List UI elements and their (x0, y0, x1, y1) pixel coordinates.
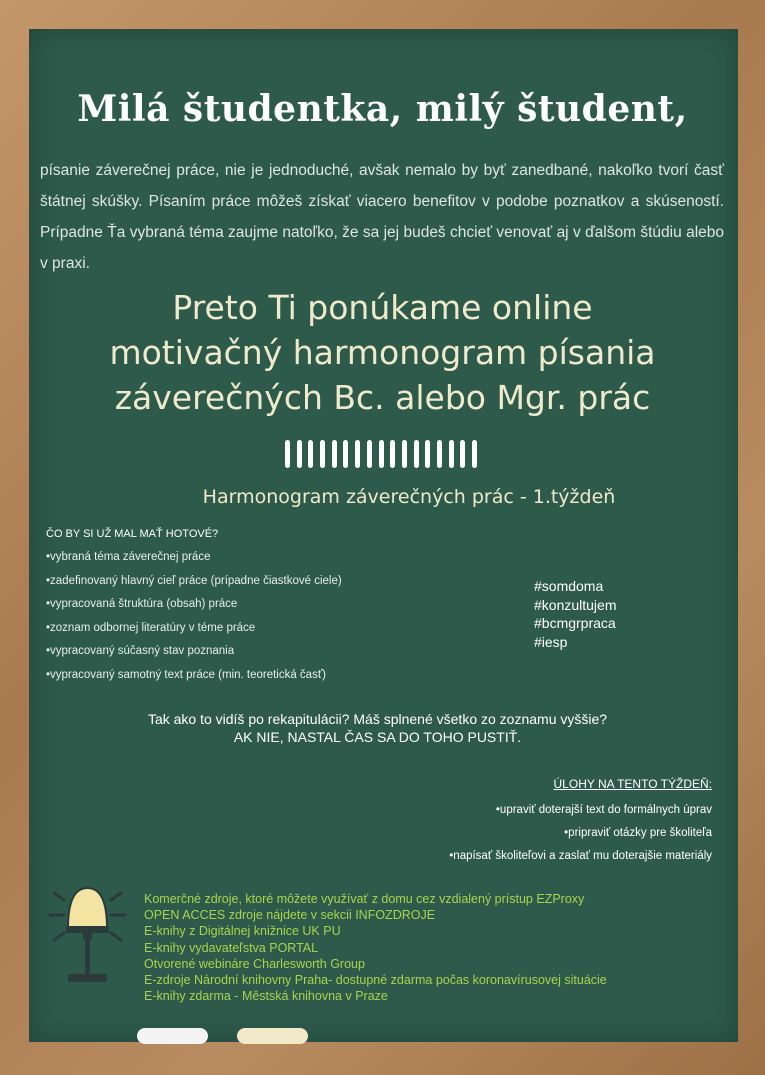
checklist-item: •vypracovaná štruktúra (obsah) práce (46, 598, 238, 610)
resource-link[interactable]: Otvorené webináre Charlesworth Group (144, 956, 365, 971)
headline-line: záverečných Bc. alebo Mgr. prác (114, 378, 651, 417)
schedule-subheading: Harmonogram záverečných prác - 1.týždeň (202, 486, 616, 508)
greeting-title: Milá študentka, milý študent, (77, 88, 688, 130)
hashtag: #iesp (534, 633, 568, 650)
resource-link[interactable]: OPEN ACCES zdroje nájdete v sekcii INFOZDROJE (144, 908, 436, 923)
checklist-item: •vybraná téma záverečnej práce (46, 551, 211, 563)
checklist (46, 546, 446, 687)
resource-link[interactable]: E-knihy z Digitálnej knižnice UK PU (144, 924, 341, 939)
checklist-item: •zoznam odbornej literatúry v téme práce (46, 621, 256, 634)
desk-lamp-icon (40, 880, 135, 990)
resource-link[interactable]: E-knihy vydavateľstva PORTAL (144, 940, 319, 955)
resource-links (144, 891, 607, 1004)
checklist-item: •zadefinovaný hlavný cieľ práce (prípadne čiastkové ciele) (46, 574, 342, 587)
checklist-item: •vypracovaný súčasný stav poznania (46, 645, 235, 657)
recap-question-line: Tak ako to vidíš po rekapitulácii? Máš splnené všetko zo zoznamu vyššie? (147, 711, 608, 727)
recap-question (0, 710, 755, 746)
chalk-tally-divider (285, 440, 477, 468)
hashtag: #konzultujem (534, 596, 617, 613)
hashtag: #bcmgrpraca (534, 615, 616, 631)
headline-line: Preto Ti ponúkame online (172, 288, 593, 327)
headline (0, 285, 765, 420)
intro-paragraph: písanie záverečnej práce, nie je jednoduché, avšak nemalo by byť zanedbané, nakoľko tvorí časť štátnej skúšky. Písaním práce môžeš získať viacero benefitov v podobe poznatkov a skúseností. Prípadne Ťa vybraná téma zaujme natoľko, že sa jej budeš chcieť venovať aj v ďalšom štúdiu alebo v praxi. (40, 162, 724, 272)
white-chalk-stick (137, 1028, 208, 1044)
hashtag: #somdoma (534, 578, 604, 594)
hashtag-list (534, 577, 617, 651)
resource-link[interactable]: E-zdroje Národní knihovny Praha- dostupné zdarma počas koronavírusovej situácie (144, 973, 607, 988)
checklist-item: •vypracovaný samotný text práce (min. teoretická časť) (46, 668, 326, 681)
task-item: •pripraviť otázky pre školiteľa (564, 827, 712, 839)
headline-line: motivačný harmonogram písania (109, 333, 656, 372)
task-item: •napísať školiteľovi a zaslať mu doterajšie materiály (449, 850, 712, 862)
task-list (449, 799, 712, 868)
task-item: •upraviť doterajší text do formálnych úprav (495, 804, 712, 816)
resource-link[interactable]: E-knihy zdarma - Městská knihovna v Praze (144, 989, 388, 1004)
checklist-heading: ČO BY SI UŽ MAL MAŤ HOTOVÉ? (46, 528, 219, 540)
yellow-chalk-stick (237, 1028, 308, 1044)
resource-link[interactable]: Komerčné zdroje, ktoré môžete využívať z domu cez vzdialený prístup EZProxy (144, 892, 585, 906)
tasks-heading: ÚLOHY NA TENTO TÝŽDEŇ: (553, 777, 712, 791)
recap-call-to-action: AK NIE, NASTAL ČAS SA DO TOHO PUSTIŤ. (233, 729, 522, 745)
